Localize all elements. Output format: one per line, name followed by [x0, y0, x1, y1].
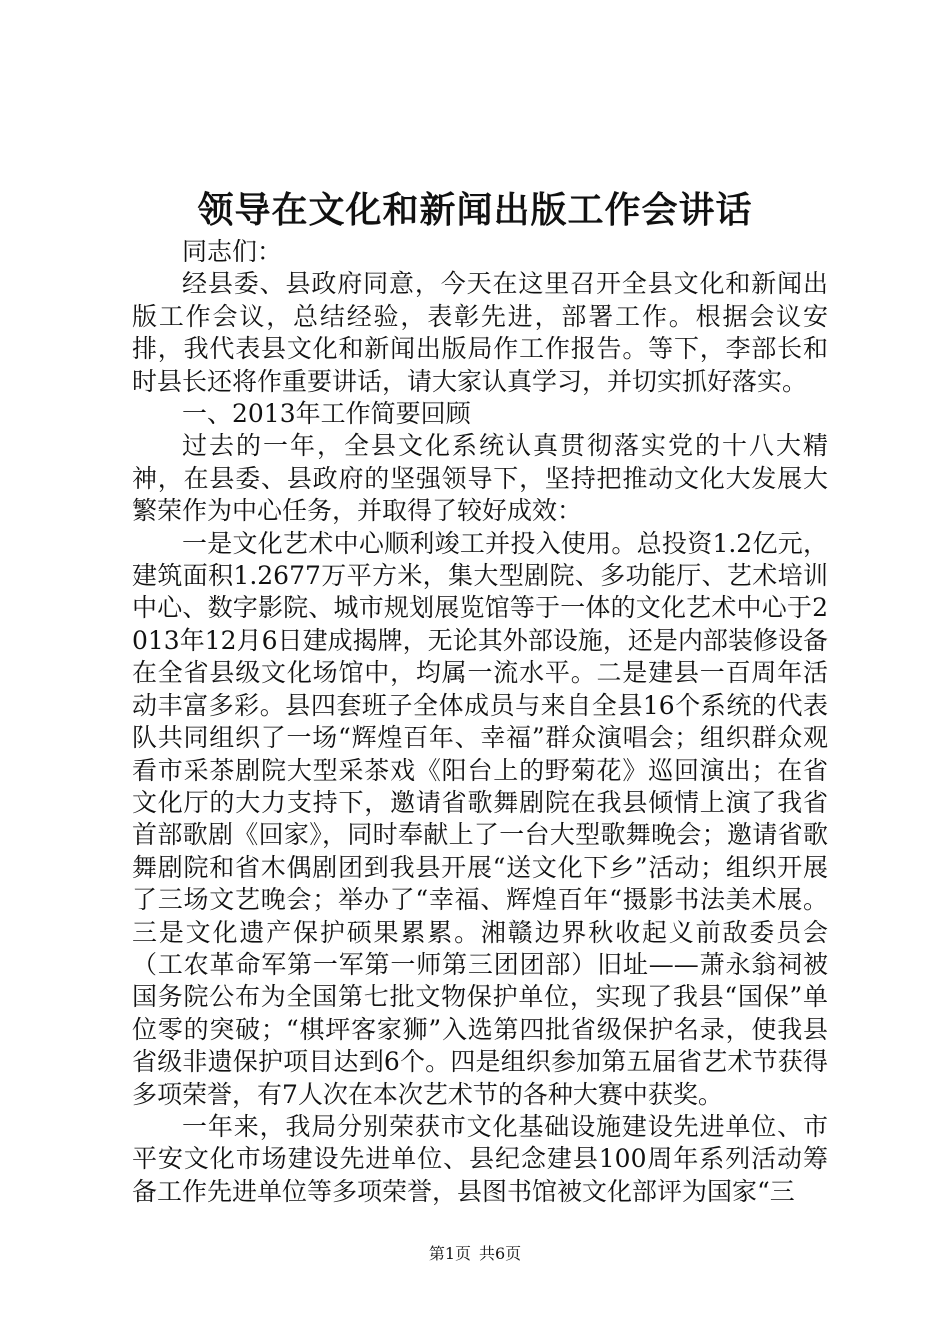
page-number: 第1页	[428, 1244, 471, 1263]
paragraph-achievements: 一是文化艺术中心顺利竣工并投入使用。总投资1.2亿元，建筑面积1.2677万平方米，集大型剧院、多功能厅、艺术培训中心、数字影院、城市规划展览馆等于一体的文化艺术中心于2013年12月6日建成揭牌，无论其外部设施，还是内部装修设备在全省县级文化场馆中，均属一流水平。二是建县一百周年活动丰富多彩。县四套班子全体成员与来自全县16个系统的代表队共同组织了一场“辉煌百年、幸福”群众演唱会；组织群众观看市采茶剧院大型采茶戏《阳台上的野菊花》巡回演出；在省文化厅的大力支持下，邀请省歌舞剧院在我县倾情上演了我省首部歌剧《回家》，同时奉献上了一台大型歌舞晚会；邀请省歌舞剧院和省木偶剧团到我县开展“送文化下乡”活动；组织开展了三场文艺晚会；举办了“幸福、辉煌百年“摄影书法美术展。三是文化遗产保护硕果累累。湘赣边界秋收起义前敌委员会（工农革命军第一军第一师第三团团部）旧址——萧永翁祠被国务院公布为全国第七批文物保护单位，实现了我县“国保”单位零的突破；“棋坪客家狮”入选第四批省级保护名录，使我县省级非遗保护项目达到6个。四是组织参加第五届省艺术节获得多项荣誉，有7人次在本次艺术节的各种大赛中获奖。	[132, 528, 828, 1109]
document-title: 领导在文化和新闻出版工作会讲话	[197, 189, 753, 231]
page-total: 共6页	[479, 1244, 522, 1263]
page-footer	[0, 1243, 950, 1265]
section-heading: 一、2013年工作简要回顾	[182, 399, 471, 429]
paragraph-honors: 一年来，我局分别荣获市文化基础设施建设先进单位、市平安文化市场建设先进单位、县纪念建县100周年系列活动筹备工作先进单位等多项荣誉，县图书馆被文化部评为国家“三	[132, 1111, 828, 1206]
paragraph-intro: 经县委、县政府同意，今天在这里召开全县文化和新闻出版工作会议，总结经验，表彰先进，部署工作。根据会议安排，我代表县文化和新闻出版局作工作报告。等下，李部长和时县长还将作重要讲话，请大家认真学习，并切实抓好落实。	[132, 269, 828, 396]
paragraph-salutation: 同志们：	[182, 237, 283, 266]
paragraph-review: 过去的一年，全县文化系统认真贯彻落实党的十八大精神，在县委、县政府的坚强领导下，坚持把推动文化大发展大繁荣作为中心任务，并取得了较好成效：	[132, 431, 828, 526]
document-body	[132, 236, 828, 1208]
